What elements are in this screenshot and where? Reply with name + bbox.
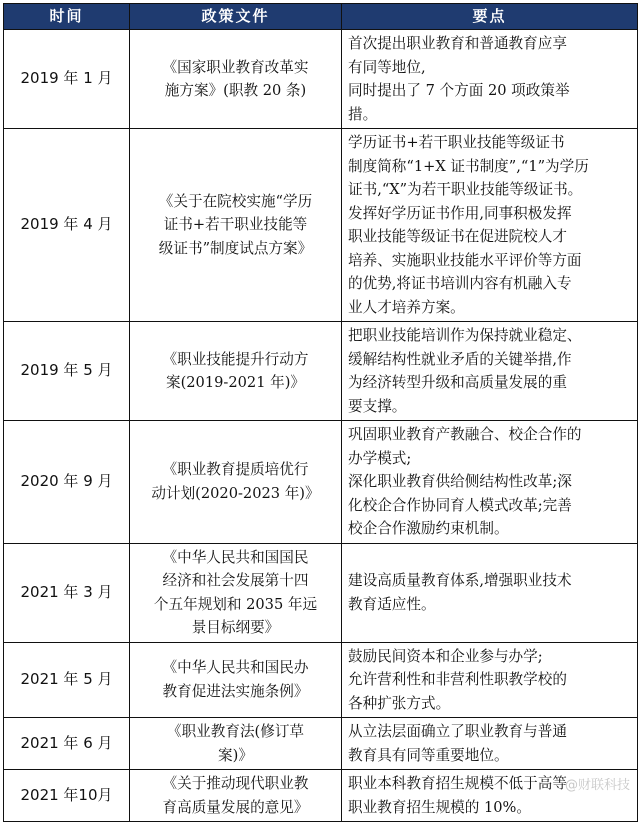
points-cell [342,30,638,129]
point-line: 业人才培养方案。 [348,298,465,316]
doc-line: 育高质量发展的意见》 [162,798,309,816]
table-row [4,421,638,544]
time-cell: 2021 年 6 月 [4,718,130,770]
header-points: 要点 [342,4,638,30]
doc-cell [130,543,342,642]
doc-line: 动计划(2020-2023 年)》 [151,484,320,502]
header-doc: 政策文件 [130,4,342,30]
header-time: 时间 [4,4,130,30]
doc-line: 《中华人民共和国国民 [162,548,309,566]
point-line: 把职业技能培训作为保持就业稳定、 [348,327,582,344]
doc-line: 施方案》(职教 20 条) [164,82,307,99]
doc-cell [130,30,342,129]
point-line: 教育具有同等重要地位。 [348,746,509,764]
point-line: 有同等地位, [348,58,426,76]
point-line: 证书,“X”为若干职业技能等级证书。 [348,181,583,198]
table-row [4,30,638,129]
doc-line: 级证书”制度试点方案》 [158,239,313,257]
points-cell [342,543,638,642]
doc-line: 《中华人民共和国民办 [162,659,309,677]
doc-line: 案(2019-2021 年)》 [165,374,306,391]
time-cell: 2019 年 5 月 [4,322,130,421]
doc-line: 《职业技能提升行动方 [162,350,309,368]
point-line: 允许营利性和非营利性职教学校的 [348,671,567,688]
doc-line: 案)》 [218,746,253,764]
table-row [4,129,638,322]
point-line: 发挥好学历证书作用,同事积极发挥 [348,204,572,222]
point-line: 建设高质量教育体系,增强职业技术 [348,572,572,589]
point-line: 职业本科教育招生规模不低于高等 [348,775,567,792]
point-line: 从立法层面确立了职业教育与普通 [348,723,567,740]
point-line: 巩固职业教育产教融合、校企合作的 [348,426,582,443]
time-cell: 2021 年 3 月 [4,543,130,642]
table-row [4,642,638,718]
table-row [4,543,638,642]
point-line: 要支撑。 [348,397,407,415]
table-row [4,770,638,822]
point-line: 措。 [348,105,378,123]
point-line: 深化职业教育供给侧结构性改革;深 [348,473,572,490]
doc-line: 《职业教育提质培优行 [162,461,309,479]
policy-table [3,3,638,822]
time-cell: 2019 年 4 月 [4,129,130,322]
doc-cell [130,770,342,822]
doc-line: 景目标纲要》 [191,619,280,636]
point-line: 缓解结构性就业矛盾的关键举措,作 [348,350,572,368]
doc-cell [130,642,342,718]
table-row [4,322,638,421]
point-line: 鼓励民间资本和企业参与办学; [348,647,543,665]
doc-cell [130,322,342,421]
time-cell: 2021 年 5 月 [4,642,130,718]
doc-line: 《国家职业教育改革实 [162,58,309,76]
point-line: 的优势,将证书培训内容有机融入专 [348,275,572,292]
point-line: 化校企合作协同育人模式改革;完善 [348,496,572,514]
point-line: 办学模式; [348,449,412,467]
time-cell: 2021 年10月 [4,770,130,822]
point-line: 各种扩张方式。 [348,694,451,712]
point-line: 培养、实施职业技能水平评价等方面 [348,251,582,269]
point-line: 制度简称“1+X 证书制度”,“1”为学历 [348,157,589,175]
header-row [4,4,638,30]
doc-line: 《关于在院校实施“学历 [158,192,313,210]
doc-line: 教育促进法实施条例》 [162,682,309,700]
doc-line: 个五年规划和 2035 年远 [153,595,318,613]
time-cell: 2019 年 1 月 [4,30,130,129]
points-cell [342,642,638,718]
doc-line: 证书+若干职业技能等 [163,216,308,234]
doc-cell [130,421,342,544]
point-line: 职业技能等级证书在促进院校人才 [348,228,567,245]
point-line: 教育适应性。 [348,595,436,613]
points-cell [342,322,638,421]
doc-line: 《关于推动现代职业教 [162,775,309,792]
point-line: 为经济转型升级和高质量发展的重 [348,374,567,391]
doc-line: 经济和社会发展第十四 [162,572,309,589]
doc-line: 《职业教育法(修订草 [166,723,305,740]
point-line: 学历证书+若干职业技能等级证书 [348,134,565,151]
doc-cell [130,129,342,322]
point-line: 校企合作激励约束机制。 [348,520,509,537]
points-cell [342,421,638,544]
points-cell [342,718,638,770]
points-cell [342,129,638,322]
doc-cell [130,718,342,770]
point-line: 职业教育招生规模的 10%。 [348,798,532,816]
table-row [4,718,638,770]
point-line: 同时提出了 7 个方面 20 项政策举 [348,82,570,99]
point-line: 首次提出职业教育和普通教育应享 [348,35,567,52]
time-cell: 2020 年 9 月 [4,421,130,544]
watermark: @财联科技 [564,778,630,793]
